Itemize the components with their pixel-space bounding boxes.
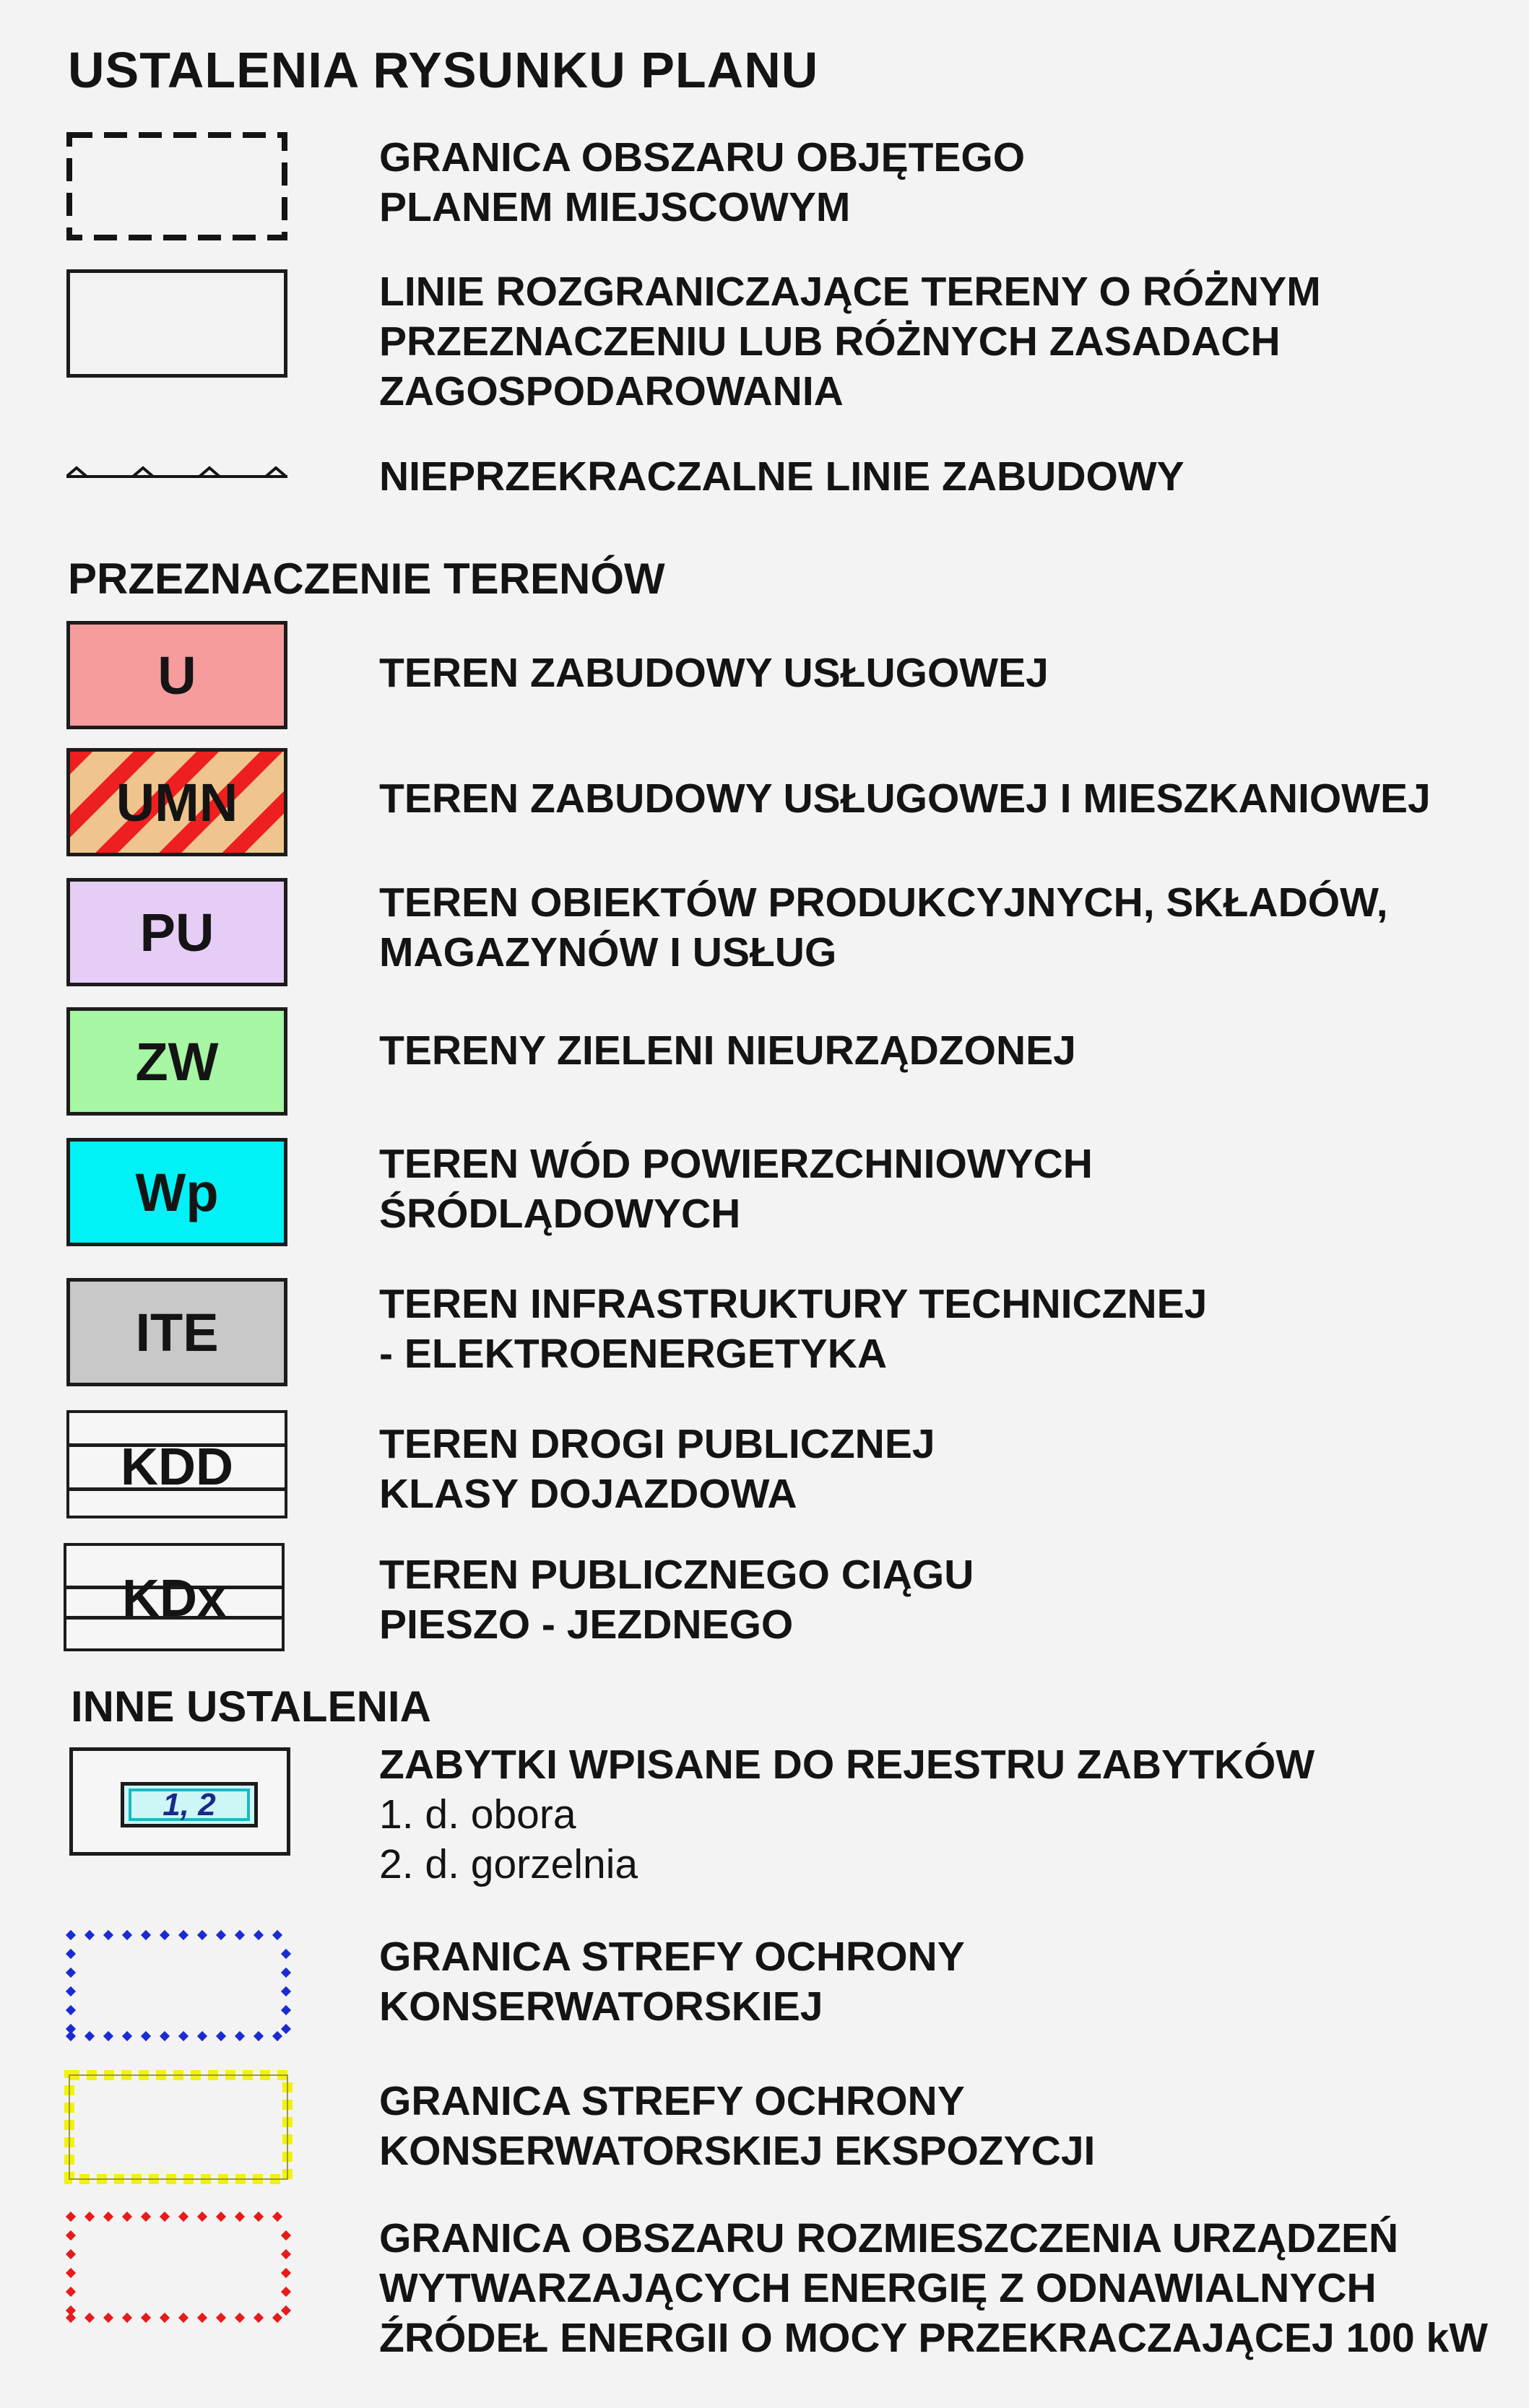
boundary-dot — [235, 1930, 245, 1940]
boundary-dot — [281, 2268, 291, 2278]
boundary-dot — [122, 2031, 132, 2041]
legend-text-line: 1. d. obora — [379, 1791, 576, 1838]
boundary-dot — [66, 1930, 76, 1940]
demarcation-line-label — [379, 267, 1321, 417]
boundary-dot — [216, 2212, 226, 2222]
boundary-dot — [178, 2031, 189, 2041]
legend-text-line: NIEPRZEKRACZALNE LINIE ZABUDOWY — [379, 453, 1184, 500]
land-use-label-ite — [379, 1279, 1207, 1379]
land-use-swatch-kdd — [66, 1410, 287, 1518]
boundary-dot — [85, 2313, 95, 2323]
boundary-dot — [254, 2212, 264, 2222]
land-use-code: KDD — [121, 1438, 233, 1496]
boundary-dot — [66, 2305, 76, 2316]
boundary-dot — [66, 2230, 76, 2240]
conservation-zone-symbol — [64, 1928, 293, 2043]
monument-register-symbol — [69, 1747, 290, 1856]
boundary-dot — [85, 2031, 95, 2041]
boundary-dot — [216, 2031, 226, 2041]
legend-text-line: GRANICA STREFY OCHRONY — [379, 2078, 965, 2124]
boundary-dot — [141, 2212, 151, 2222]
legend-text-line: MAGAZYNÓW I USŁUG — [379, 929, 837, 975]
legend-text-line: PIESZO - JEZDNEGO — [379, 1601, 794, 1648]
section-heading-other: INNE USTALENIA — [71, 1682, 431, 1731]
boundary-dot — [160, 1930, 170, 1940]
legend-text-line: TEREN OBIEKTÓW PRODUKCYJNYCH, SKŁADÓW, — [379, 879, 1388, 926]
legend-text-line: PLANEM MIEJSCOWYM — [379, 184, 851, 230]
land-use-swatch-pu — [66, 878, 287, 986]
boundary-dot — [281, 2005, 291, 2015]
land-use-label-wp — [379, 1139, 1093, 1239]
boundary-dot — [197, 2313, 207, 2323]
boundary-dot — [272, 2031, 282, 2041]
land-use-code: ZW — [135, 1031, 219, 1092]
boundary-dot — [85, 1930, 95, 1940]
land-use-label-zw — [379, 1026, 1076, 1076]
legend-text-line: TEREN ZABUDOWY USŁUGOWEJ — [379, 650, 1049, 696]
boundary-dot — [272, 2313, 282, 2323]
boundary-dot — [66, 2287, 76, 2297]
boundary-dot — [66, 2212, 76, 2222]
boundary-dot — [281, 2230, 291, 2240]
boundary-dot — [122, 1930, 132, 1940]
legend-text-line: GRANICA STREFY OCHRONY — [379, 1934, 965, 1980]
land-use-code: PU — [139, 902, 215, 962]
plan-boundary-symbol — [66, 132, 287, 240]
land-use-code: ITE — [135, 1302, 219, 1362]
land-use-code: Wp — [135, 1162, 219, 1222]
land-use-label-u — [379, 648, 1049, 698]
legend-text-line: TEREN INFRASTRUKTURY TECHNICZNEJ — [379, 1281, 1208, 1327]
renewable-energy-zone-label — [379, 2214, 1488, 2363]
land-use-swatch-wp — [66, 1138, 287, 1246]
boundary-dot — [103, 1930, 113, 1940]
legend-text-line: KONSERWATORSKIEJ EKSPOZYCJI — [379, 2128, 1096, 2174]
legend-text-line: ŹRÓDEŁ ENERGII O MOCY PRZEKRACZAJĄCEJ 100 kW — [379, 2315, 1489, 2361]
boundary-dot — [281, 2305, 291, 2316]
legend-text-line: ZAGOSPODAROWANIA — [379, 368, 844, 414]
boundary-dot — [281, 1986, 291, 1996]
legend-text-line: TERENY ZIELENI NIEURZĄDZONEJ — [379, 1027, 1076, 1074]
boundary-dot — [254, 2313, 264, 2323]
land-use-code: UMN — [116, 772, 238, 833]
legend-text-line: KLASY DOJAZDOWA — [379, 1471, 797, 1517]
boundary-dot — [160, 2031, 170, 2041]
legend-text-line: ZABYTKI WPISANE DO REJESTRU ZABYTKÓW — [379, 1742, 1315, 1788]
boundary-dot — [141, 2313, 151, 2323]
boundary-dot — [178, 2313, 189, 2323]
boundary-dot — [66, 2249, 76, 2259]
land-use-code: U — [157, 645, 196, 705]
legend-text-line: TEREN ZABUDOWY USŁUGOWEJ I MIESZKANIOWEJ — [379, 775, 1431, 822]
land-use-swatch-u — [66, 621, 287, 729]
land-use-swatch-umn — [66, 748, 287, 856]
land-use-label-pu — [379, 878, 1388, 978]
boundary-dot — [66, 1968, 76, 1978]
boundary-dot — [141, 2031, 151, 2041]
boundary-dot — [254, 2031, 264, 2041]
land-use-label-kdd — [379, 1420, 935, 1519]
demarcation-line-symbol — [66, 269, 287, 378]
boundary-dot — [66, 2268, 76, 2278]
boundary-dot — [235, 2212, 245, 2222]
land-use-swatch-kdx — [64, 1543, 285, 1651]
legend-text-line: WYTWARZAJĄCYCH ENERGIĘ Z ODNAWIALNYCH — [379, 2265, 1377, 2311]
boundary-dot — [197, 2031, 207, 2041]
boundary-dot — [281, 2249, 291, 2259]
boundary-dot — [281, 2024, 291, 2034]
boundary-dot — [160, 2313, 170, 2323]
land-use-swatch-ite — [66, 1278, 287, 1386]
building-line-symbol — [66, 456, 287, 485]
boundary-dot — [216, 2313, 226, 2323]
legend-text-line: KONSERWATORSKIEJ — [379, 1983, 823, 2030]
monument-tag — [121, 1782, 258, 1827]
building-line-label — [379, 452, 1184, 502]
boundary-dot — [122, 2313, 132, 2323]
boundary-dot — [103, 2031, 113, 2041]
boundary-dot — [141, 1930, 151, 1940]
legend-text-line: TEREN WÓD POWIERZCHNIOWYCH — [379, 1141, 1093, 1187]
plan-boundary-label — [379, 133, 1025, 232]
boundary-dot — [281, 1968, 291, 1978]
boundary-dot — [66, 1949, 76, 1959]
land-use-label-umn — [379, 774, 1431, 824]
legend-text-line: - ELEKTROENERGETYKA — [379, 1331, 888, 1377]
boundary-dot — [160, 2212, 170, 2222]
renewable-energy-zone-symbol — [64, 2209, 293, 2325]
section-heading-land-use: PRZEZNACZENIE TERENÓW — [68, 555, 665, 603]
legend-text-line: LINIE ROZGRANICZAJĄCE TERENY O RÓŻNYM — [379, 269, 1321, 315]
boundary-dot — [178, 2212, 189, 2222]
monument-register-label — [379, 1740, 1314, 1890]
boundary-dot — [103, 2313, 113, 2323]
boundary-dot — [281, 1949, 291, 1959]
boundary-dot — [272, 2212, 282, 2222]
boundary-dot — [66, 1986, 76, 1996]
legend-text-line: 2. d. gorzelnia — [379, 1841, 638, 1887]
boundary-dot — [66, 2005, 76, 2015]
exposure-zone-label — [379, 2077, 1095, 2176]
legend-text-line: ŚRÓDLĄDOWYCH — [379, 1191, 741, 1237]
boundary-dot — [254, 1930, 264, 1940]
legend-text-line: GRANICA OBSZARU ROZMIESZCZENIA URZĄDZEŃ — [379, 2215, 1399, 2261]
monument-numbers: 1, 2 — [163, 1786, 216, 1822]
land-use-code: KDx — [121, 1570, 227, 1627]
boundary-dot — [85, 2212, 95, 2222]
legend-text-line: TEREN DROGI PUBLICZNEJ — [379, 1421, 935, 1467]
legend-text-line: TEREN PUBLICZNEGO CIĄGU — [379, 1552, 974, 1598]
legend-text-line: GRANICA OBSZARU OBJĘTEGO — [379, 134, 1026, 181]
boundary-dot — [235, 2313, 245, 2323]
boundary-dot — [216, 1930, 226, 1940]
boundary-dot — [272, 1930, 282, 1940]
boundary-dot — [122, 2212, 132, 2222]
legend-title: USTALENIA RYSUNKU PLANU — [68, 42, 819, 98]
boundary-dot — [197, 2212, 207, 2222]
boundary-dot — [66, 2024, 76, 2034]
conservation-zone-label — [379, 1932, 965, 2032]
land-use-label-kdx — [379, 1550, 974, 1650]
legend-text-line: PRZEZNACZENIU LUB RÓŻNYCH ZASADACH — [379, 318, 1281, 365]
land-use-swatch-zw — [66, 1007, 287, 1116]
boundary-dot — [281, 2287, 291, 2297]
boundary-dot — [178, 1930, 189, 1940]
boundary-dot — [197, 1930, 207, 1940]
exposure-zone-symbol — [64, 2069, 293, 2185]
boundary-dot — [103, 2212, 113, 2222]
boundary-dot — [235, 2031, 245, 2041]
